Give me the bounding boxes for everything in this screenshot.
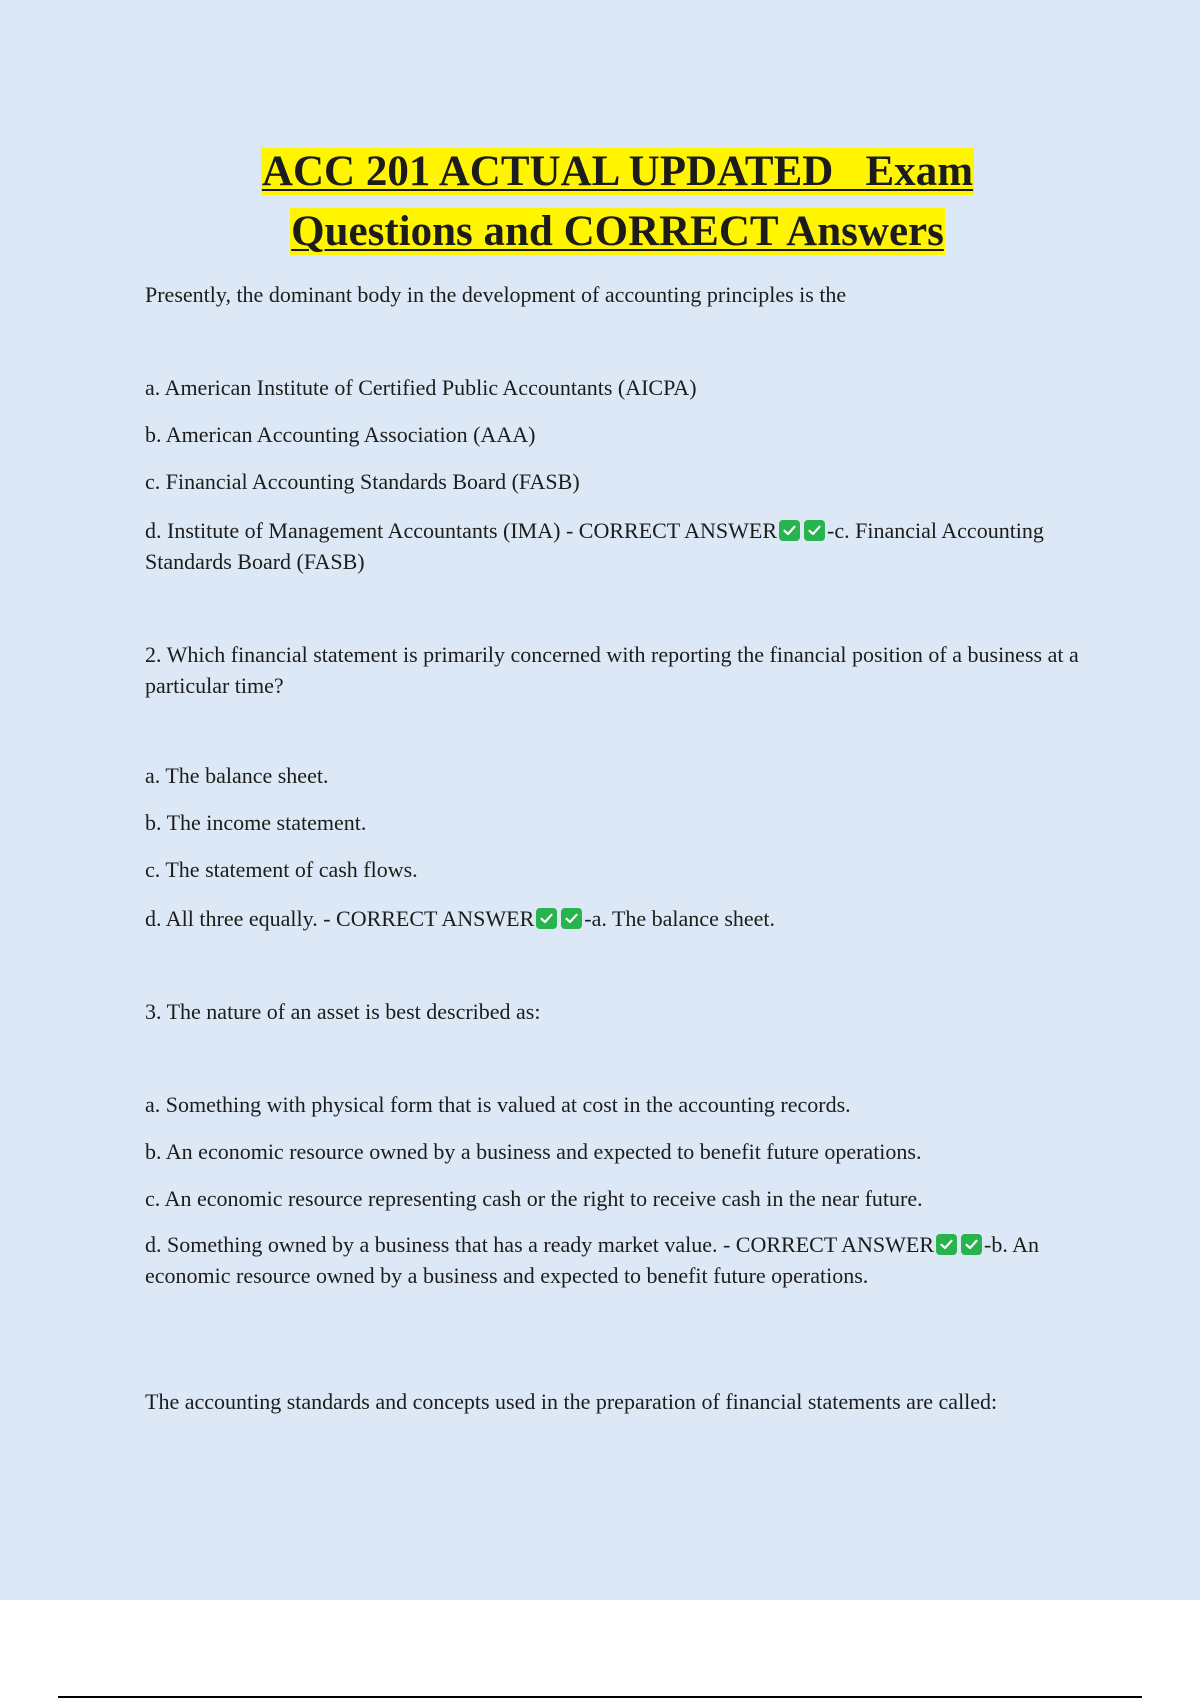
question-2-option-d: d. All three equally. - CORRECT ANSWER — [145, 906, 535, 931]
question-3-option-c: c. An economic resource representing cash or the right to receive cash in the near future. — [145, 1186, 923, 1211]
question-3-option-b: b. An economic resource owned by a business and expected to benefit future operations. — [145, 1139, 922, 1164]
check-box-icon — [936, 1234, 957, 1255]
question-3-option-a: a. Something with physical form that is valued at cost in the accounting records. — [145, 1092, 851, 1117]
question-4-prompt: The accounting standards and concepts used in the preparation of financial statements are called: — [145, 1389, 998, 1414]
question-2-option-c: c. The statement of cash flows. — [145, 857, 418, 882]
question-1-option-b: b. American Accounting Association (AAA) — [145, 422, 536, 447]
question-1-option-d: d. Institute of Management Accountants (IMA) - CORRECT ANSWER — [145, 518, 778, 543]
question-3-option-d-with-answer — [145, 1229, 1085, 1291]
question-1-option-d-with-answer — [145, 515, 1095, 577]
question-3-option-d: d. Something owned by a business that has a ready market value. - CORRECT ANSWER — [145, 1232, 935, 1257]
question-2-option-d-with-answer — [145, 903, 1095, 934]
question-2-prompt: 2. Which financial statement is primarily concerned with reporting the financial position of a business at a particular time? — [145, 642, 1079, 698]
question-1-option-c: c. Financial Accounting Standards Board (FASB) — [145, 469, 580, 494]
check-box-icon — [804, 520, 825, 541]
check-box-icon — [536, 908, 557, 929]
check-box-icon — [961, 1234, 982, 1255]
check-box-icon — [779, 520, 800, 541]
page-footer — [0, 1600, 1200, 1700]
question-3-prompt: 3. The nature of an asset is best described as: — [145, 999, 541, 1024]
footer-divider — [58, 1696, 1142, 1698]
document-title — [100, 142, 1135, 262]
question-2-option-b: b. The income statement. — [145, 810, 367, 835]
question-1-correct-answer: -c. Financial Accounting Standards Board (FASB) — [145, 518, 1044, 574]
check-box-icon — [561, 908, 582, 929]
question-2-option-a: a. The balance sheet. — [145, 763, 329, 788]
question-2-correct-answer: -a. The balance sheet. — [584, 906, 776, 931]
question-1-prompt: Presently, the dominant body in the development of accounting principles is the — [145, 282, 847, 307]
question-1-option-a: a. American Institute of Certified Public Accountants (AICPA) — [145, 375, 697, 400]
title-line-2: Questions and CORRECT Answers — [291, 208, 944, 255]
question-3-correct-answer: -b. An economic resource owned by a business and expected to benefit future operations. — [145, 1232, 1040, 1288]
title-line-1: ACC 201 ACTUAL UPDATED Exam — [261, 148, 974, 195]
